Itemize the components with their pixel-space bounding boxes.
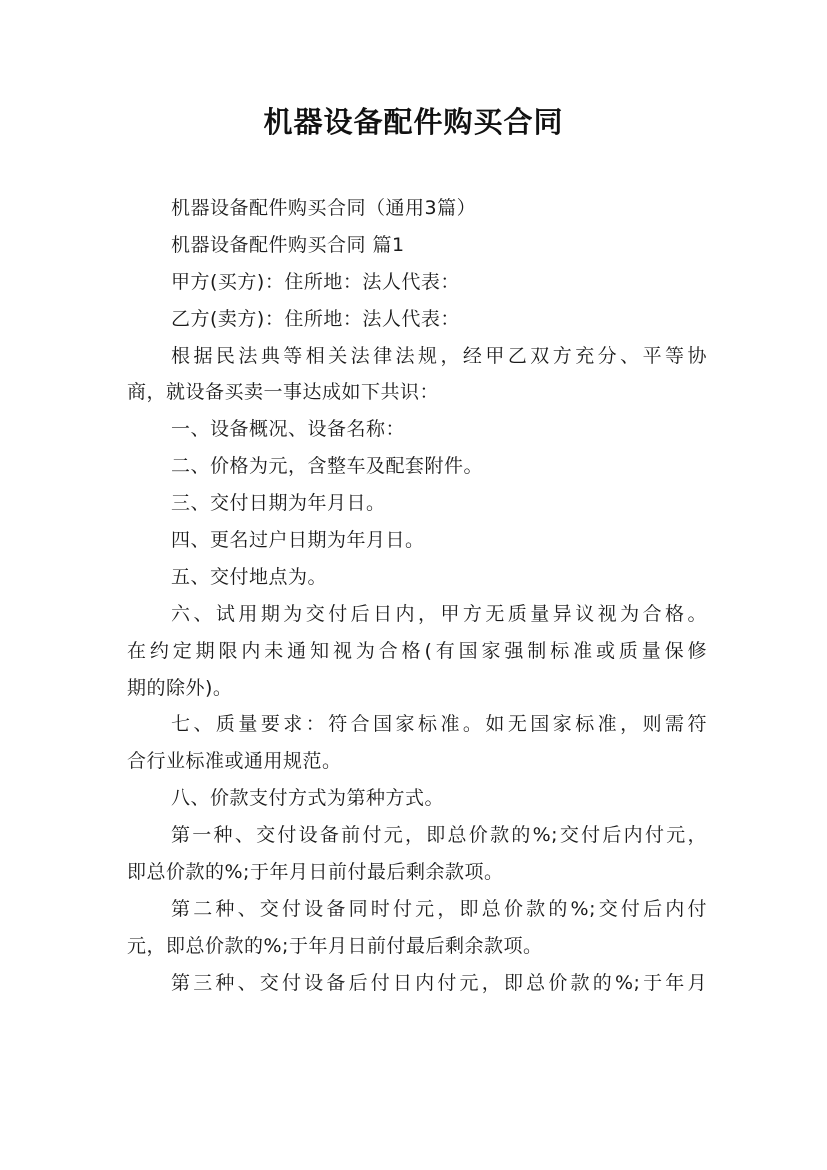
paragraph-line: 机器设备配件购买合同 篇1 [171,233,405,256]
paragraph-line: 第三种、交付设备后付日内付元，即总价款的%;于年月 [171,971,707,994]
paragraph-line: 在约定期限内未通知视为合格(有国家强制标准或质量保修 [127,639,707,662]
paragraph-line: 八、价款支付方式为第种方式。 [171,787,445,810]
paragraph-line: 二、价格为元，含整车及配套附件。 [171,455,484,478]
paragraph-line: 合行业标准或通用规范。 [127,750,342,773]
paragraph-line: 七、质量要求：符合国家标准。如无国家标准，则需符 [171,713,707,736]
paragraph-line: 乙方(卖方)：住所地：法人代表： [171,307,460,330]
document-title: 机器设备配件购买合同 [263,105,564,139]
paragraph-line: 根据民法典等相关法律法规，经甲乙双方充分、平等协 [171,344,707,367]
paragraph-line: 第一种、交付设备前付元，即总价款的%;交付后内付元， [171,824,707,847]
paragraph-line: 第二种、交付设备同时付元，即总价款的%;交付后内付 [171,897,707,920]
paragraph-line: 四、更名过户日期为年月日。 [171,529,425,552]
paragraph-line: 五、交付地点为。 [171,565,328,588]
paragraph-line: 商，就设备买卖一事达成如下共识： [127,381,440,404]
paragraph-line: 即总价款的%;于年月日前付最后剩余款项。 [127,861,504,884]
document-body [127,190,707,1002]
paragraph-line: 甲方(买方)：住所地：法人代表： [171,270,460,293]
paragraph-line: 元，即总价款的%;于年月日前付最后剩余款项。 [127,934,543,957]
paragraph-line: 六、试用期为交付后日内，甲方无质量异议视为合格。 [171,602,707,625]
paragraph-line: 一、设备概况、设备名称： [171,418,406,441]
paragraph-line: 机器设备配件购买合同（通用3篇） [171,197,477,219]
paragraph-line: 期的除外)。 [127,676,233,699]
paragraph-line: 三、交付日期为年月日。 [171,492,386,515]
